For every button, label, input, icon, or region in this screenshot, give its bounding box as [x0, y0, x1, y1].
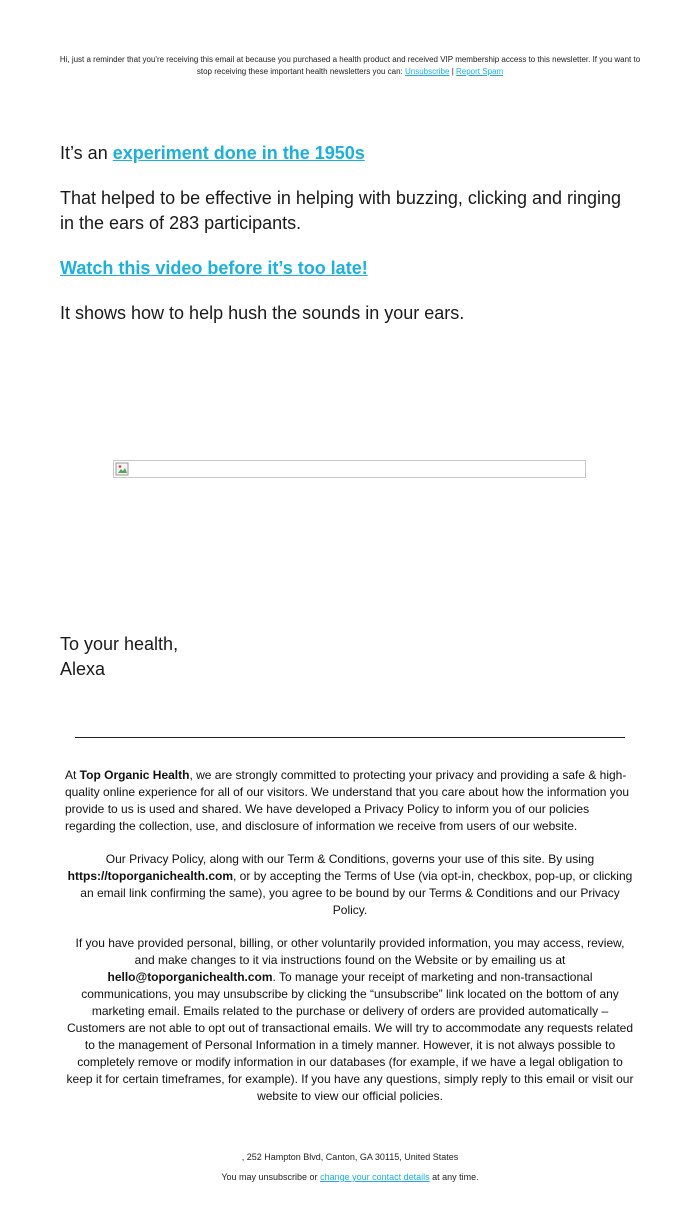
experiment-link[interactable]: experiment done in the 1950s	[112, 143, 365, 163]
preheader-separator: |	[451, 67, 454, 76]
broken-image-icon	[115, 462, 129, 476]
preheader-text: Hi, just a reminder that you're receiving this email at because you purchased a health product and received VIP membership access to this newsletter. If you want to stop receiving these important health newsletters you can:	[59, 55, 641, 76]
unsubscribe-link[interactable]: Unsubscribe	[404, 67, 450, 76]
watch-video-link[interactable]: Watch this video before it’s too late!	[60, 258, 368, 278]
broken-image[interactable]	[113, 460, 586, 478]
postal-address: , 252 Hampton Blvd, Canton, GA 30115, United States	[241, 1152, 459, 1162]
report-spam-link[interactable]: Report Spam	[456, 67, 504, 76]
signoff-name: Alexa	[60, 659, 106, 679]
intro-paragraph	[60, 141, 640, 166]
intro-prefix: It’s an	[60, 143, 113, 163]
footer-text: , or by accepting the Terms of Use (via opt-in, checkbox, pop-up, or clicking an email link confirming the same), you agree to be bound by our Terms & Conditions and our Privacy Policy.	[80, 869, 633, 917]
footer-divider	[75, 737, 625, 738]
results-paragraph: That helped to be effective in helping with buzzing, clicking and ringing in the ears of 283 participants.	[60, 188, 622, 233]
website-url: https://toporganichealth.com	[67, 869, 234, 883]
unsub-suffix: at any time.	[429, 1172, 479, 1182]
company-name: Top Organic Health	[79, 768, 190, 782]
signoff-line: To your health,	[60, 634, 179, 654]
footer-text: At	[65, 768, 80, 782]
footer-text: Our Privacy Policy, along with our Term & Conditions, governs your use of this site. By using	[105, 852, 595, 866]
signoff	[60, 632, 178, 682]
video-link-paragraph	[60, 256, 640, 281]
footer-policy-paragraph	[65, 851, 635, 919]
footer-privacy-paragraph	[65, 767, 635, 835]
footer-text: , we are strongly committed to protecting your privacy and providing a safe & high-quality online experience for all of our visitors. We understand that you care about how the information you provide to us is used and shared. We have developed a Privacy Policy to inform you of our policies regarding the collection, use, and disclosure of information we receive from users of our website.	[65, 768, 630, 833]
preheader	[55, 54, 645, 78]
footer-text: If you have provided personal, billing, or other voluntarily provided information, you may access, review, and make changes to it via instructions found on the Website or by emailing us at	[75, 936, 625, 967]
unsubscribe-line	[50, 1172, 650, 1182]
unsub-prefix: You may unsubscribe or	[221, 1172, 321, 1182]
change-contact-details-link[interactable]: change your contact details	[320, 1172, 430, 1182]
footer-text: . To manage your receipt of marketing and non-transactional communications, you may unsubscribe by clicking the “unsubscribe” link located on the bottom of any marketing email. Emails related to the purchase or delivery of orders are provided automatically – Customers are not able to opt out of transactional emails. We will try to accommodate any requests related to the management of Personal Information in a timely manner. However, it is not always possible to completely remove or modify information in our databases (for example, if we have a legal obligation to keep it for certain timeframes, for example). If you have any questions, simply reply to this email or visit our website to view our official policies.	[66, 970, 634, 1103]
hush-paragraph: It shows how to help hush the sounds in your ears.	[60, 303, 465, 323]
contact-email: hello@toporganichealth.com	[107, 970, 273, 984]
footer-data-paragraph	[65, 935, 635, 1105]
